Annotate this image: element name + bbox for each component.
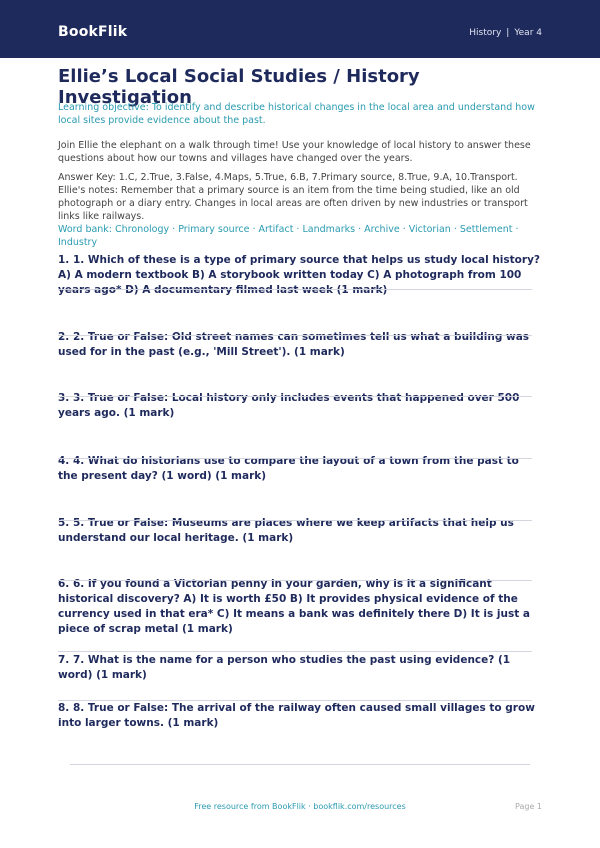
answer-line-6[interactable] (58, 580, 532, 581)
word-bank: Word bank: Chronology · Primary source · Artifact · Landmarks · Archive · Victorian · Settlement · Industry (58, 224, 519, 248)
brand-logo: BookFlik (58, 24, 128, 40)
learning-objective: Learning objective: To identify and describe historical changes in the local area and understand how local sites provide evidence about the past. (58, 102, 535, 126)
year-label: Year 4 (514, 28, 542, 38)
question-8: 8. 8. True or False: The arrival of the railway often caused small villages to grow into larger towns. (1 mark) (58, 702, 535, 729)
question-7: 7. 7. What is the name for a person who studies the past using evidence? (1 word) (1 mark) (58, 654, 511, 681)
page-title: Ellie’s Local Social Studies / History Investigation (58, 66, 420, 108)
answer-line-5[interactable] (58, 520, 532, 521)
page-header (0, 0, 600, 58)
intro-text: Join Ellie the elephant on a walk through time! Use your knowledge of local history to answer these questions about how our towns and villages have changed over the years. (58, 140, 531, 164)
answer-line-8[interactable] (58, 700, 532, 701)
answer-line-7[interactable] (58, 651, 532, 652)
question-6: 6. 6. If you found a Victorian penny in your garden, why is it a significant historical discovery? A) It is worth £50 B) It provides physical evidence of the currency used in that era* C) It means a bank was definitely there D) It is just a piece of scrap metal (1 mark) (58, 578, 530, 635)
footer-link[interactable]: Free resource from BookFlik · bookflik.com/resources (194, 802, 406, 811)
answer-line-1[interactable] (58, 289, 532, 290)
subject-label: History (469, 28, 502, 38)
question-4: 4. 4. What do historians use to compare the layout of a town from the past to the present day? (1 word) (1 mark) (58, 455, 519, 482)
question-5: 5. 5. True or False: Museums are places where we keep artifacts that help us understand our local heritage. (1 mark) (58, 517, 514, 544)
answer-key: Answer Key: 1.C, 2.True, 3.False, 4.Maps, 5.True, 6.B, 7.Primary source, 8.True, 9.A, 10.Transport. Ellie's notes: Remember that a primary source is an item from the time being studied, like an old photograph or a diary entry. Changes in local areas are often driven by new industries or transport links like railways. (58, 172, 528, 222)
question-3: 3. 3. True or False: Local history only includes events that happened over 500 years ago. (1 mark) (58, 392, 520, 419)
footer-divider (70, 764, 530, 765)
meta-separator: | (506, 28, 510, 38)
answer-line-2[interactable] (58, 335, 532, 336)
answer-line-3[interactable] (58, 396, 532, 397)
question-2: 2. 2. True or False: Old street names can sometimes tell us what a building was used for in the past (e.g., 'Mill Street'). (1 mark) (58, 331, 530, 358)
answer-line-4[interactable] (58, 458, 532, 459)
page-number: Page 1 (515, 802, 542, 811)
question-1: 1. 1. Which of these is a type of primary source that helps us study local history? A) A modern textbook B) A storybook written today C) A photograph from 100 years ago* D) A documentary filmed last week (1 mark) (58, 254, 541, 296)
header-meta (469, 28, 542, 38)
